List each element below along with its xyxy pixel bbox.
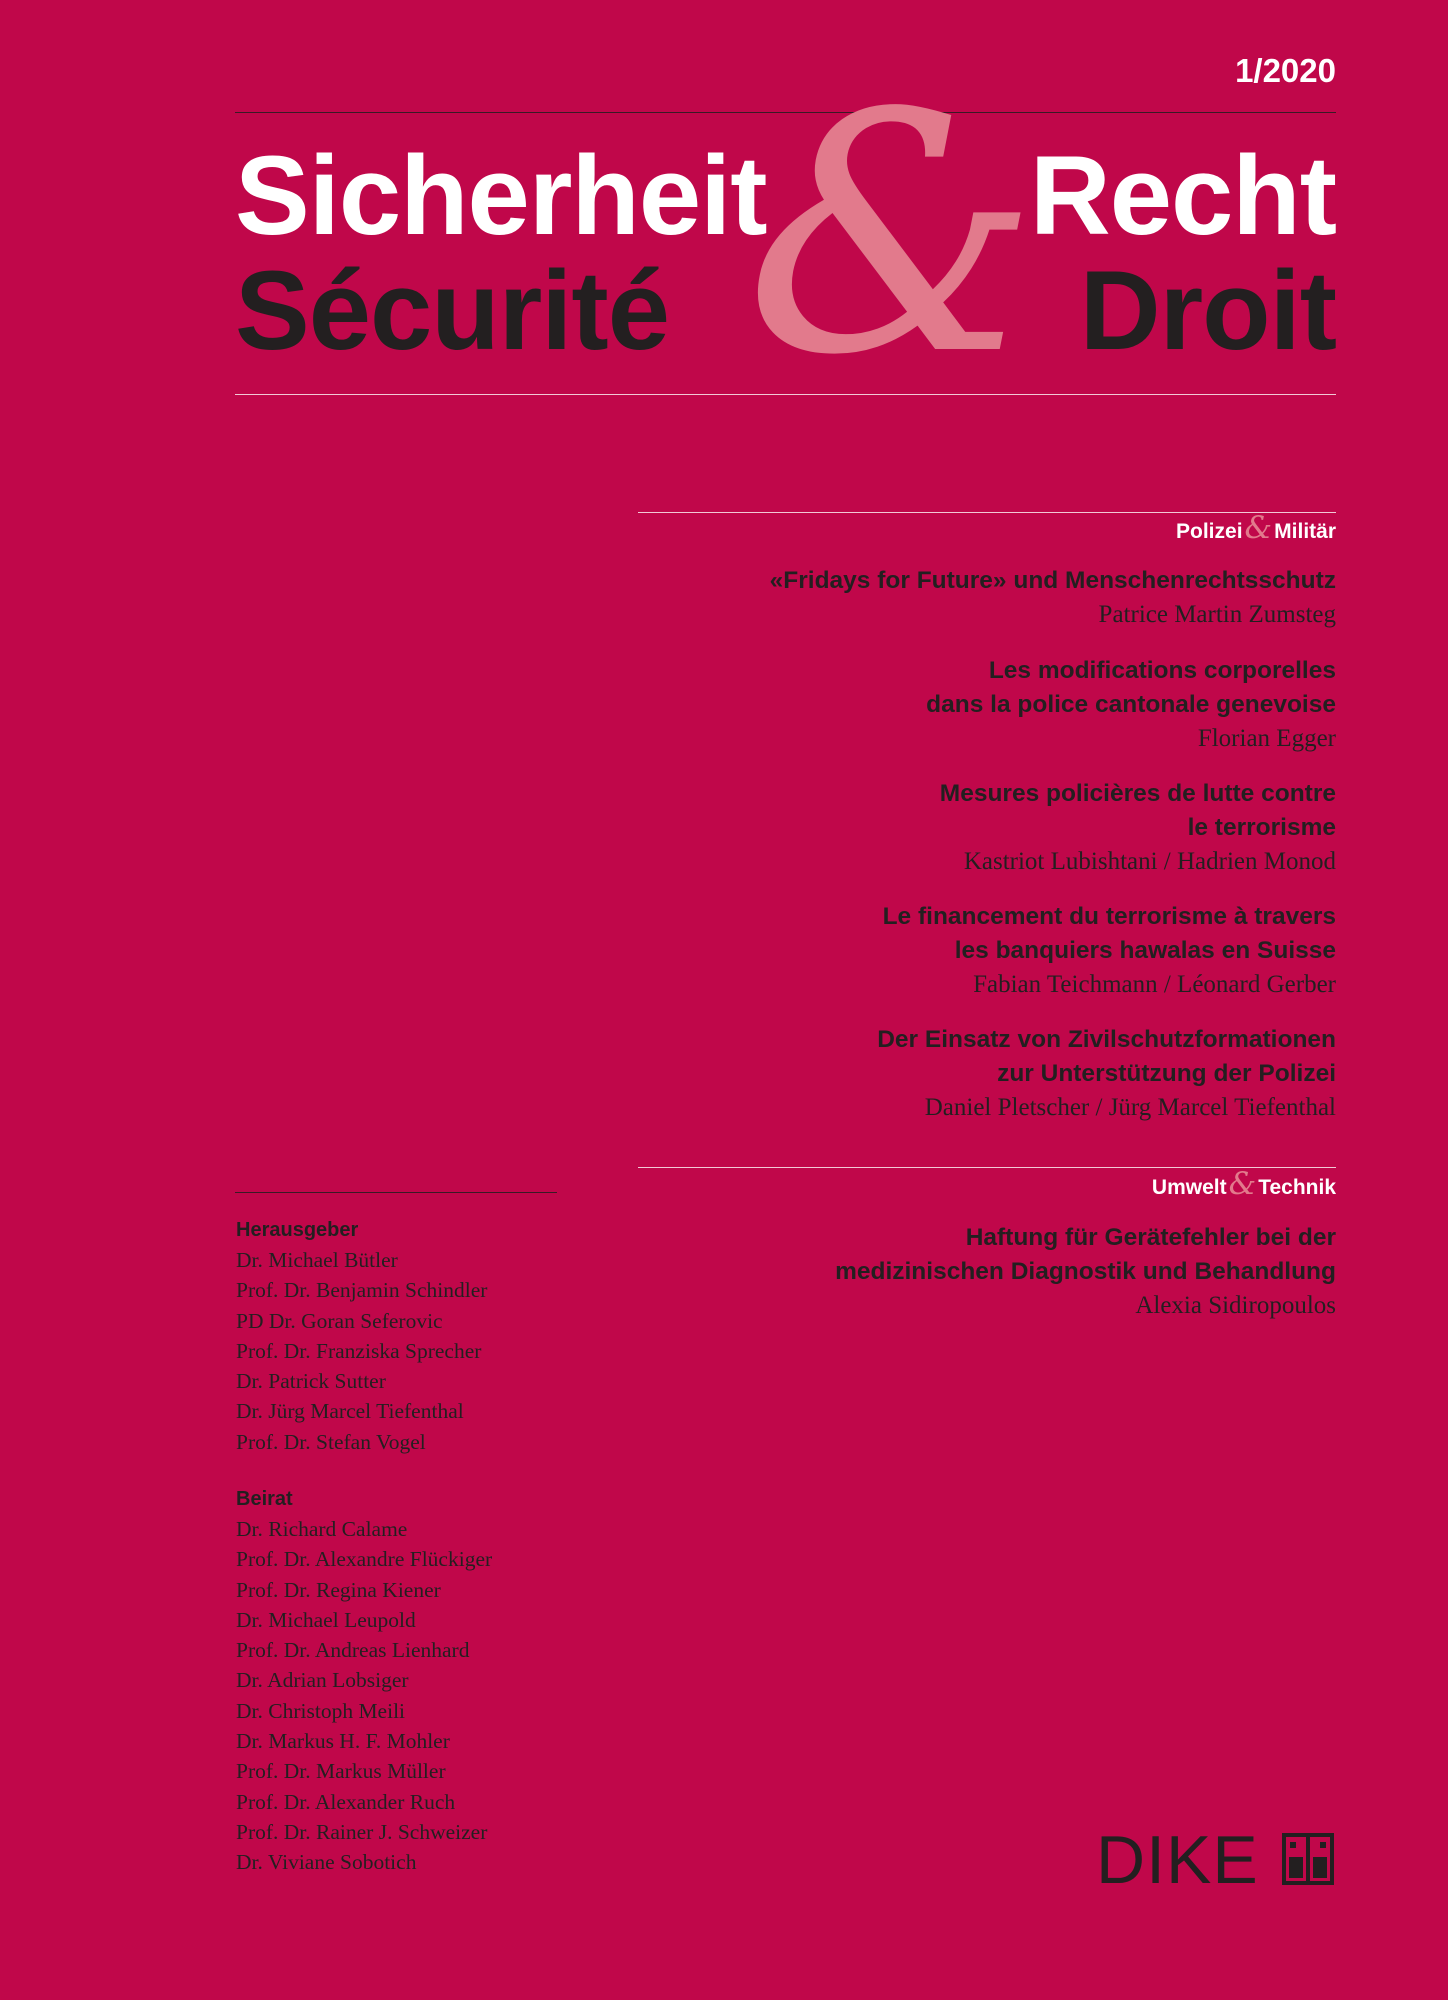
article-title-line-1: Mesures policières de lutte contre [939, 780, 1336, 807]
article-title-line-2: les banquiers hawalas en Suisse [954, 937, 1336, 964]
advisor-name: Dr. Adrian Lobsiger [236, 1668, 409, 1693]
title-de-right: Recht [1029, 133, 1336, 258]
title-fr-left: Sécurité [235, 248, 669, 373]
editor-name: Dr. Michael Bütler [236, 1248, 398, 1272]
article-author: Kastriot Lubishtani / Hadrien Monod [963, 848, 1336, 875]
advisor-name: Prof. Dr. Alexandre Flückiger [236, 1547, 493, 1572]
section-left-word: Polizei [1176, 520, 1243, 543]
advisory-board-list [236, 1484, 566, 1878]
editor-name: PD Dr. Goran Seferovic [236, 1308, 443, 1333]
advisor-name: Prof. Dr. Rainer J. Schweizer [236, 1819, 488, 1844]
article [616, 1221, 1336, 1323]
advisor-name: Dr. Viviane Sobotich [236, 1850, 417, 1875]
article-title-line-1: Haftung für Gerätefehler bei der [965, 1224, 1336, 1251]
article-title-line-1: Le financement du terrorisme à travers [882, 903, 1336, 930]
article-title-line-2: medizinischen Diagnostik und Behandlung [835, 1258, 1336, 1285]
publisher-name: DIKE [1096, 1822, 1259, 1898]
advisor-name: Dr. Christoph Meili [236, 1698, 406, 1723]
advisor-name: Prof. Dr. Markus Müller [236, 1759, 446, 1784]
title-de-left: Sicherheit [235, 133, 767, 258]
publisher-logo-icon [1282, 1833, 1334, 1885]
advisor-name: Prof. Dr. Alexander Ruch [236, 1789, 456, 1814]
title-fr-right: Droit [1079, 248, 1336, 373]
section-ampersand: & [1244, 510, 1273, 546]
article-title-line-2: dans la police cantonale genevoise [926, 691, 1336, 718]
title-ampersand: & [745, 43, 1039, 427]
article-author: Patrice Martin Zumsteg [1098, 601, 1336, 628]
section-ampersand: & [1228, 1166, 1257, 1202]
editor-name: Prof. Dr. Stefan Vogel [236, 1429, 426, 1454]
title-bottom-rule [235, 394, 1336, 395]
article-title: «Fridays for Future» und Menschenrechtsschutz [769, 567, 1336, 594]
editor-name: Dr. Jürg Marcel Tiefenthal [236, 1399, 464, 1424]
article [616, 900, 1336, 1002]
section-left-word: Umwelt [1151, 1176, 1227, 1199]
section-right-word: Technik [1258, 1176, 1336, 1199]
editor-name: Prof. Dr. Benjamin Schindler [236, 1278, 488, 1303]
advisor-name: Dr. Michael Leupold [236, 1607, 416, 1632]
advisor-name: Prof. Dr. Andreas Lienhard [236, 1638, 470, 1663]
article-author: Alexia Sidiropoulos [1135, 1292, 1336, 1319]
advisor-name: Dr. Richard Calame [236, 1517, 408, 1541]
article [616, 564, 1336, 632]
article [616, 654, 1336, 756]
section-heading-umwelt-technik [1152, 1166, 1336, 1202]
advisor-name: Prof. Dr. Regina Kiener [236, 1577, 441, 1602]
board-rule [235, 1192, 557, 1193]
article-author: Fabian Teichmann / Léonard Gerber [973, 971, 1336, 998]
article-title-line-1: Les modifications corporelles [988, 657, 1336, 684]
advisor-name: Dr. Markus H. F. Mohler [236, 1729, 450, 1754]
section-heading-polizei-militaer [1176, 510, 1336, 546]
article [616, 777, 1336, 879]
article-title-line-1: Der Einsatz von Zivilschutzformationen [877, 1026, 1336, 1053]
article-title-line-2: le terrorisme [1187, 814, 1336, 841]
article-author: Daniel Pletscher / Jürg Marcel Tiefenthal [924, 1094, 1336, 1121]
section-right-word: Militär [1274, 520, 1336, 543]
article-author: Florian Egger [1197, 725, 1336, 752]
advisory-heading: Beirat [236, 1488, 293, 1510]
editors-heading: Herausgeber [236, 1219, 359, 1241]
editor-name: Dr. Patrick Sutter [236, 1369, 386, 1394]
article [616, 1023, 1336, 1125]
editors-list [236, 1215, 566, 1457]
article-title-line-2: zur Unterstützung der Polizei [997, 1060, 1336, 1087]
issue-number: 1/2020 [1235, 52, 1336, 89]
editor-name: Prof. Dr. Franziska Sprecher [236, 1338, 482, 1363]
